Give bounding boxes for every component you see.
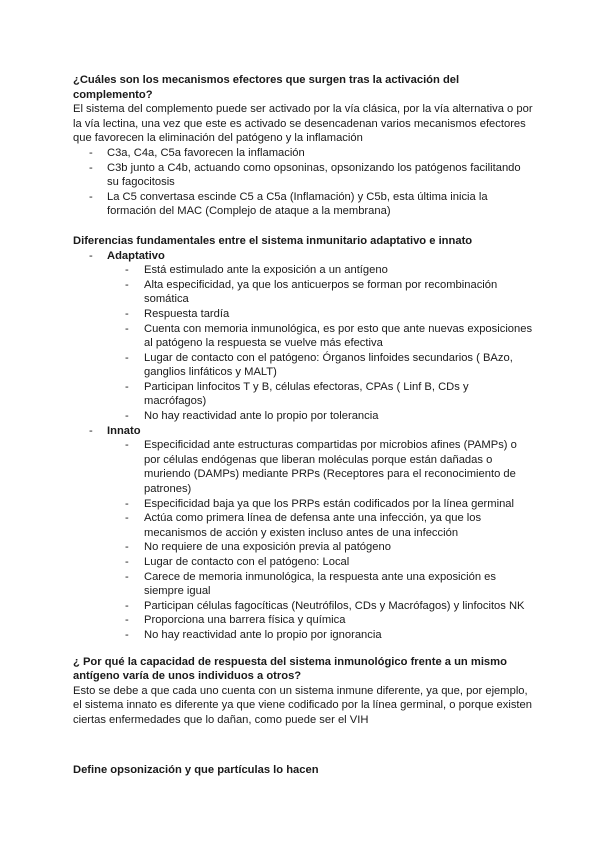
innate-heading: Innato	[107, 424, 141, 437]
dash-bullet: -	[89, 161, 93, 174]
dash-bullet: -	[125, 351, 129, 364]
dash-bullet: -	[125, 307, 129, 320]
list-item: - No hay reactividad ante lo propio por tolerancia	[125, 410, 379, 423]
dash-bullet: -	[125, 628, 129, 641]
list-item: - La C5 convertasa escinde C5 a C5a (Inflamación) y C5b, esta última inicia la formación del MAC (Complejo de ataque a la membrana)	[89, 190, 488, 218]
list-item: - Proporciona una barrera física y química	[125, 614, 346, 627]
complement-intro: El sistema del complemento puede ser activado por la vía clásica, por la vía alternativa o por la vía lectina, una vez que este es activado se desencadenan varios mecanismos efectores que favorecen la eliminación del patógeno y la inflamación	[73, 103, 533, 145]
list-item: - Actúa como primera línea de defensa ante una infección, ya que los mecanismos de acción y existen incluso antes de una infección	[125, 512, 482, 539]
question-differences-title: Diferencias fundamentales entre el sistema inmunitario adaptativo e innato	[73, 234, 473, 247]
innate-list	[73, 438, 533, 642]
list-item: - Carece de memoria inmunológica, la respuesta ante una exposición es siempre igual	[125, 570, 496, 598]
adaptive-heading: Adaptativo	[107, 249, 165, 262]
list-item: - No hay reactividad ante lo propio por ignorancia	[125, 628, 382, 641]
list-item: - Especificidad baja ya que los PRPs están codificados por la línea germinal	[125, 497, 515, 510]
list-item: - Participan células fagocíticas (Neutrófilos, CDs y Macrófagos) y linfocitos NK	[125, 599, 525, 612]
list-item: - C3a, C4a, C5a favorecen la inflamación	[89, 146, 305, 159]
adaptive-section	[73, 249, 533, 264]
list-item: - Lugar de contacto con el patógeno: Órganos linfoides secundarios ( BAzo, ganglios linfáticos y MALT)	[125, 351, 513, 379]
question-variability-title: ¿ Por qué la capacidad de respuesta del sistema inmunológico frente a un mismo antígeno varía de unos individuos a otros?	[73, 655, 507, 683]
dash-bullet: -	[125, 410, 129, 423]
innate-section	[73, 424, 533, 439]
adaptive-list	[73, 263, 533, 424]
list-item: - Está estimulado ante la exposición a un antígeno	[125, 264, 388, 277]
list-item: - Alta especificidad, ya que los anticuerpos se forman por recombinación somática	[125, 278, 498, 306]
list-item: - Respuesta tardía	[125, 307, 230, 320]
dash-bullet: -	[125, 599, 129, 612]
immune-systems-list	[73, 249, 533, 264]
list-item: - Participan linfocitos T y B, células efectoras, CPAs ( Linf B, CDs y macrófagos)	[125, 380, 469, 408]
question-complement-title: ¿Cuáles son los mecanismos efectores que surgen tras la activación del complemento?	[73, 74, 460, 101]
dash-bullet: -	[89, 249, 93, 262]
dash-bullet: -	[125, 439, 129, 452]
list-item: - Cuenta con memoria inmunológica, es por esto que ante nuevas exposiciones al patógeno la respuesta se vuelve más efectiva	[125, 322, 533, 350]
dash-bullet: -	[125, 497, 129, 510]
variability-answer: Esto se debe a que cada uno cuenta con un sistema inmune diferente, ya que, por ejemplo, el sistema innato es diferente ya que viene codificado por la línea germinal, o porque existen ciertas enfermedades que lo dañan, como puede ser el VIH	[73, 684, 532, 726]
immune-systems-list-innate	[73, 424, 533, 439]
list-item: - Especificidad ante estructuras compartidas por microbios afines (PAMPs) o por células endógenas que liberan moléculas porque están dañadas o muriendo (DAMPs) mediante PRPs (Receptores para el reconocimiento de patrones)	[125, 439, 517, 496]
list-item: - Lugar de contacto con el patógeno: Local	[125, 556, 350, 568]
dash-bullet: -	[89, 146, 93, 159]
dash-bullet: -	[89, 190, 93, 203]
list-item: - C3b junto a C4b, actuando como opsoninas, opsonizando los patógenos facilitando su fagocitosis	[89, 161, 521, 189]
dash-bullet: -	[125, 570, 129, 583]
document-page	[73, 73, 533, 777]
question-opsonization-title: Define opsonización y que partículas lo hacen	[73, 763, 319, 776]
dash-bullet: -	[125, 278, 129, 291]
complement-mechanisms-list	[73, 146, 533, 219]
dash-bullet: -	[89, 424, 93, 437]
dash-bullet: -	[125, 541, 129, 554]
dash-bullet: -	[125, 556, 129, 568]
dash-bullet: -	[125, 512, 129, 525]
dash-bullet: -	[125, 264, 129, 277]
dash-bullet: -	[125, 614, 129, 627]
dash-bullet: -	[125, 322, 129, 335]
list-item: - No requiere de una exposición previa al patógeno	[125, 541, 391, 554]
dash-bullet: -	[125, 380, 129, 393]
